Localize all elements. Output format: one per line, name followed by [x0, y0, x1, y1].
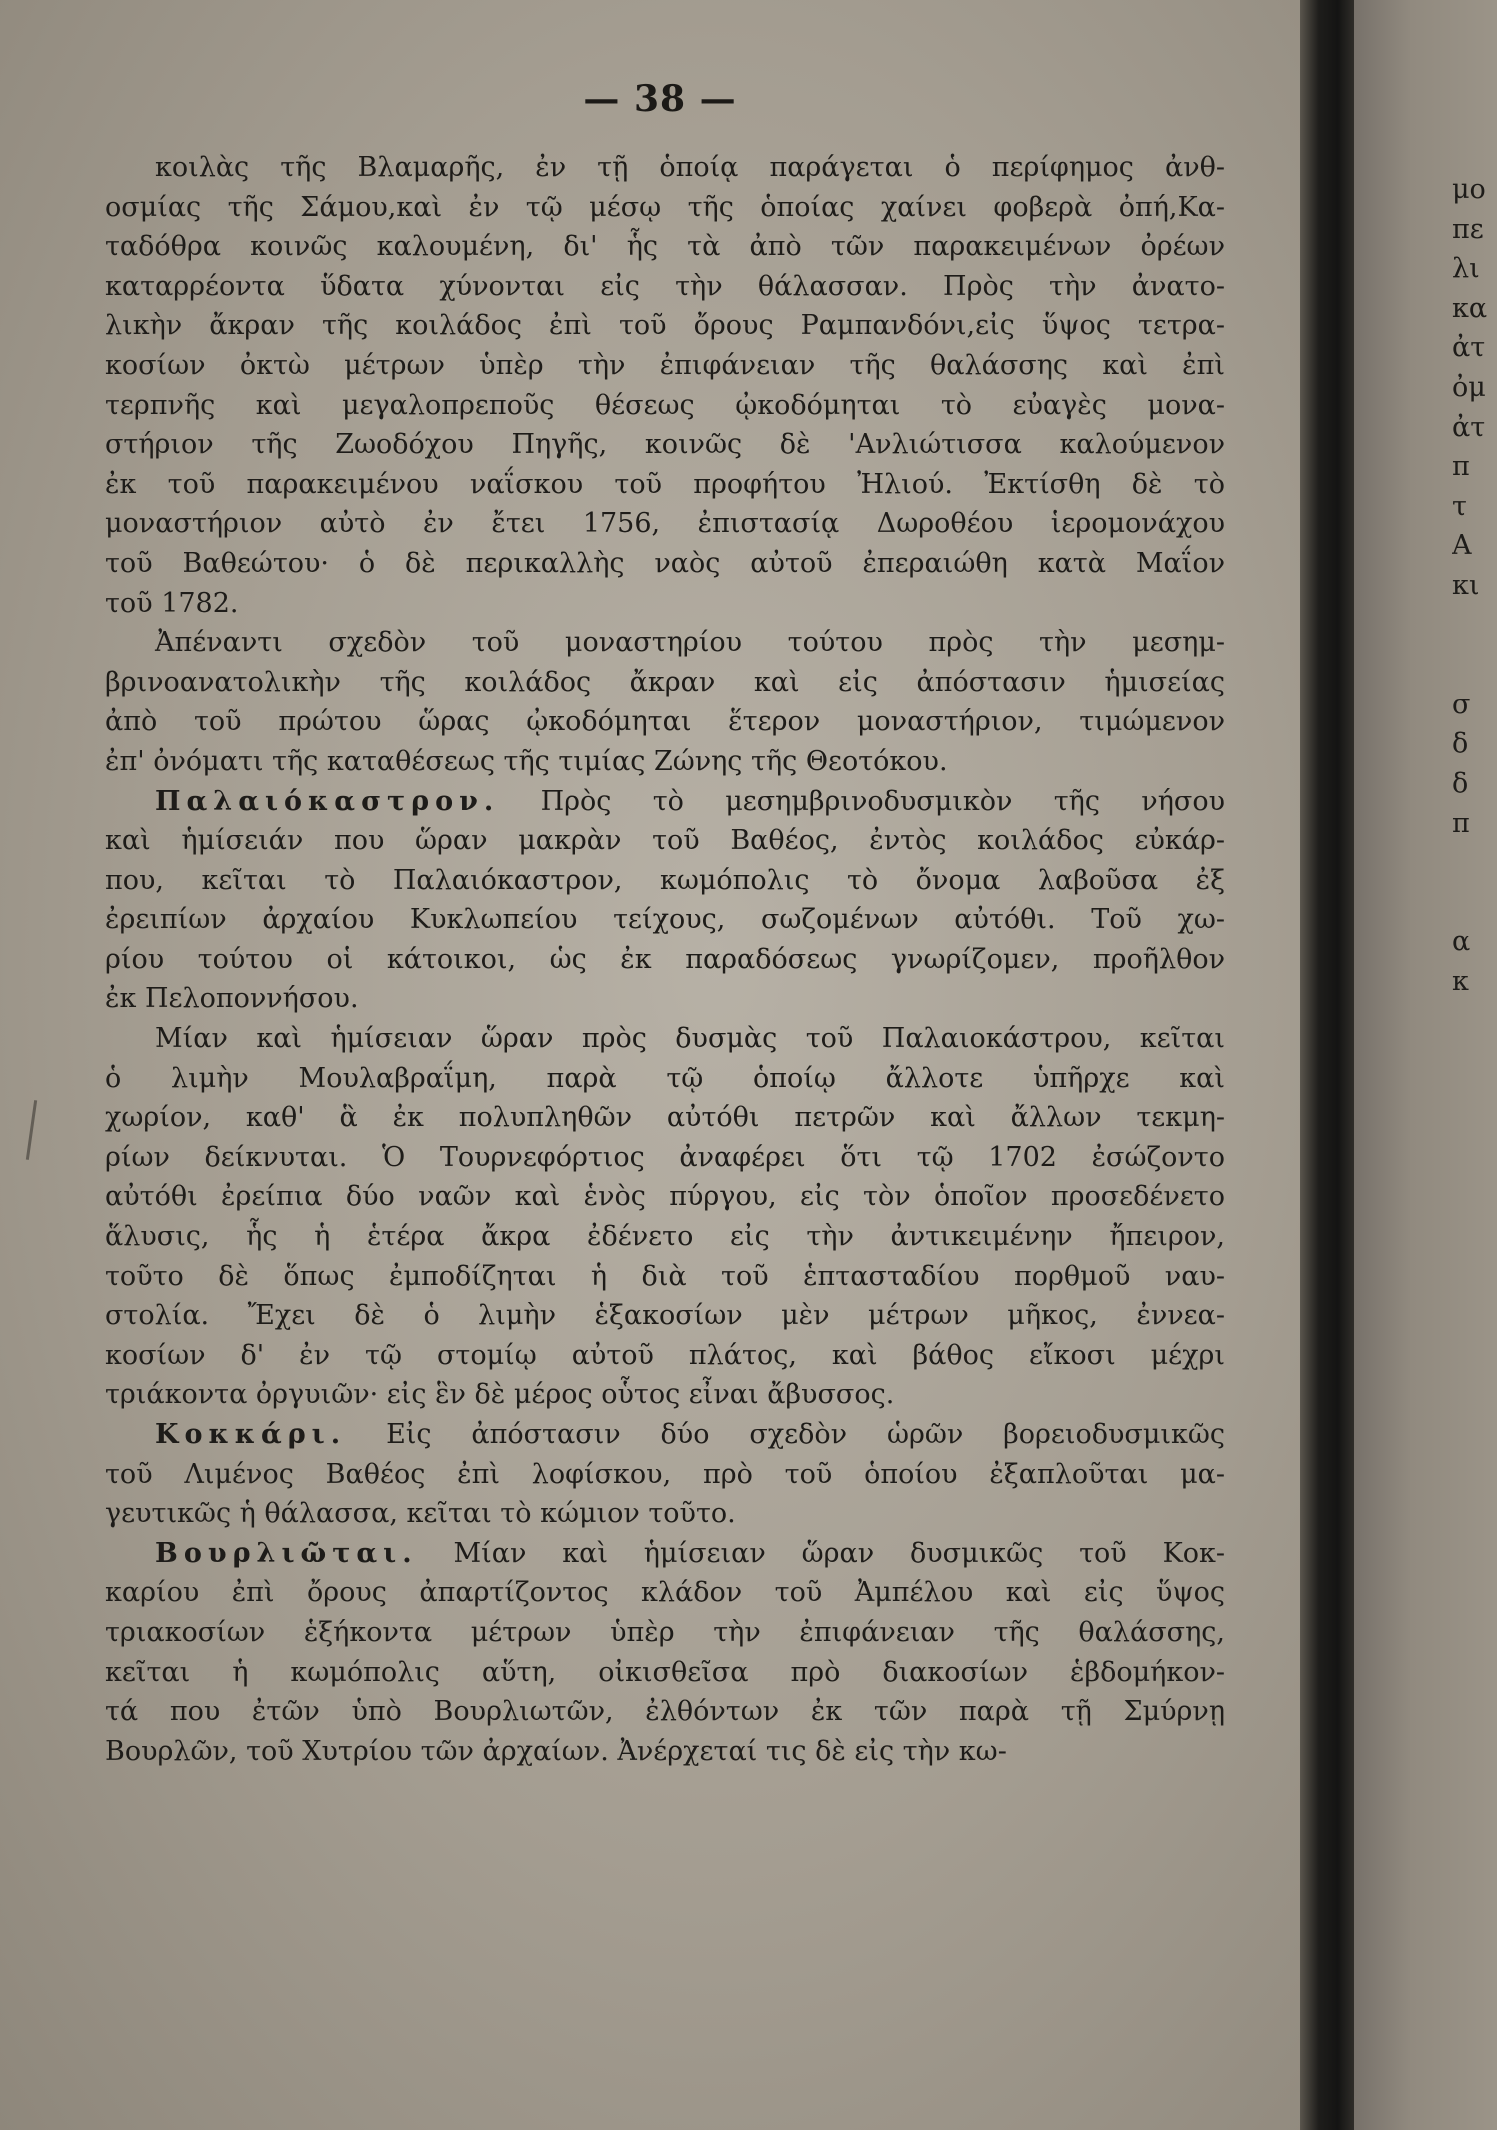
text-line — [105, 425, 1225, 465]
facing-line-fragment: α — [1452, 926, 1471, 958]
line-text: βρινοανατολικὴν τῆς κοιλάδος ἄκραν καὶ εἰς ἀπόστασιν ἡμισείας — [105, 666, 1225, 698]
line-text: κοιλὰς τῆς Βλαμαρῆς, ἐν τῇ ὁποίᾳ παράγεται ὁ περίφημος ἀνθ- — [155, 152, 1225, 183]
text-line — [105, 386, 1225, 426]
line-text: τριακοσίων ἑξήκοντα μέτρων ὑπὲρ τὴν ἐπιφάνειαν τῆς θαλάσσης, — [105, 1616, 1225, 1648]
facing-line-fragment: ὀμ — [1452, 371, 1486, 403]
facing-line-fragment: μο — [1452, 174, 1486, 205]
line-text: καταρρέοντα ὕδατα χύνονται εἰς τὴν θάλασσαν. Πρὸς τὴν ἀνατο- — [105, 270, 1225, 302]
text-line — [105, 1257, 1225, 1297]
text-line — [105, 1217, 1225, 1257]
line-text: ἐρειπίων ἀρχαίου Κυκλωπείου τείχους, σωζομένων αὐτόθι. Τοῦ χω- — [105, 904, 1225, 936]
line-text: τοῦ Λιμένος Βαθέος ἐπὶ λοφίσκου, πρὸ τοῦ ὁποίου ἐξαπλοῦται μα- — [105, 1458, 1225, 1490]
book-gutter — [1300, 0, 1354, 2130]
text-line — [105, 1375, 1225, 1415]
line-text: ἐκ τοῦ παρακειμένου ναΐσκου τοῦ προφήτου Ἠλιού. Ἐκτίσθη δὲ τὸ — [105, 468, 1225, 500]
line-text: Μίαν καὶ ἡμίσειαν ὥραν πρὸς δυσμὰς τοῦ Παλαιοκάστρου, κεῖται — [155, 1023, 1225, 1055]
section-heading: Κοκκάρι. — [155, 1419, 347, 1450]
text-line — [105, 979, 1225, 1019]
facing-line-fragment: δ — [1452, 767, 1469, 799]
line-text: ὁ λιμὴν Μουλαβραΐμη, παρὰ τῷ ὁποίῳ ἄλλοτε ὑπῆρχε καὶ — [105, 1062, 1225, 1094]
facing-line-fragment: π — [1452, 451, 1470, 483]
facing-line-fragment: Α — [1452, 530, 1472, 562]
text-line — [105, 782, 1225, 822]
text-line — [105, 1732, 1225, 1772]
line-text: ἐκ Πελοποννήσου. — [105, 983, 359, 1015]
text-line — [105, 1019, 1225, 1059]
text-line — [105, 267, 1225, 307]
line-text: Πρὸς τὸ μεσημβρινοδυσμικὸν τῆς νήσου — [540, 785, 1225, 817]
text-line — [105, 584, 1225, 624]
facing-line-fragment: κ — [1452, 965, 1469, 997]
text-line — [105, 1613, 1225, 1653]
line-text: στολία. Ἔχει δὲ ὁ λιμὴν ἑξακοσίων μὲν μέτρων μῆκος, ἐννεα- — [105, 1300, 1225, 1332]
text-line — [105, 861, 1225, 901]
line-text: τοῦτο δὲ ὅπως ἐμποδίζηται ἡ διὰ τοῦ ἑπτασταδίου πορθμοῦ ναυ- — [105, 1260, 1225, 1292]
line-text: ρίων δείκνυται. Ὁ Τουρνεφόρτιος ἀναφέρει ὅτι τῷ 1702 ἐσώζοντο — [105, 1141, 1225, 1173]
facing-line-fragment: π — [1452, 807, 1470, 839]
line-text: ταδόθρα κοινῶς καλουμένη, δι' ἧς τὰ ἀπὸ τῶν παρακειμένων ὀρέων — [105, 231, 1225, 263]
page-body-text — [105, 148, 1225, 1771]
line-text: γευτικῶς ἡ θάλασσα, κεῖται τὸ κώμιον τοῦτο. — [105, 1498, 736, 1530]
line-text: μοναστήριον αὐτὸ ἐν ἔτει 1756, ἐπιστασίᾳ Δωροθέου ἱερομονάχου — [105, 508, 1225, 540]
facing-line-fragment: κα — [1452, 292, 1488, 324]
text-line — [105, 1534, 1225, 1574]
text-line — [105, 1138, 1225, 1178]
text-line — [105, 1059, 1225, 1099]
text-line — [105, 1336, 1225, 1376]
text-line — [105, 1415, 1225, 1455]
facing-line-fragment: λι — [1452, 253, 1480, 285]
line-text: χωρίον, καθ' ἃ ἐκ πολυπληθῶν αὐτόθι πετρῶν καὶ ἄλλων τεκμη- — [105, 1102, 1225, 1134]
facing-line-fragment — [1452, 843, 1497, 883]
facing-line-fragment: τ — [1452, 490, 1467, 522]
text-line — [105, 1098, 1225, 1138]
line-text: ρίου τούτου οἱ κάτοικοι, ὡς ἐκ παραδόσεως γνωρίζομεν, προῆλθον — [105, 943, 1225, 975]
line-text: οσμίας τῆς Σάμου,καὶ ἐν τῷ μέσῳ τῆς ὁποίας χαίνει φοβερὰ ὀπή,Κα- — [105, 191, 1225, 223]
line-text: καὶ ἡμίσειάν που ὥραν μακρὰν τοῦ Βαθέος, ἐντὸς κοιλάδος εὐκάρ- — [105, 825, 1225, 857]
facing-line-fragment: ἀτ — [1452, 332, 1486, 364]
text-line — [105, 900, 1225, 940]
section-heading: Παλαιόκαστρον. — [155, 785, 500, 817]
text-line — [105, 663, 1225, 703]
text-line — [105, 742, 1225, 782]
line-text: ἐπ' ὀνόματι τῆς καταθέσεως τῆς τιμίας Ζώνης τῆς Θεοτόκου. — [105, 745, 948, 777]
text-line — [105, 1455, 1225, 1495]
line-text: τοῦ 1782. — [105, 587, 239, 619]
text-line — [105, 227, 1225, 267]
text-line — [105, 1653, 1225, 1693]
line-text: τριάκοντα ὀργυιῶν· εἰς ἓν δὲ μέρος οὗτος εἶναι ἄβυσσος. — [105, 1379, 895, 1411]
facing-line-fragment — [1452, 606, 1497, 646]
text-line — [105, 306, 1225, 346]
line-text: κεῖται ἡ κωμόπολις αὕτη, οἰκισθεῖσα πρὸ διακοσίων ἑβδομήκον- — [105, 1656, 1225, 1688]
text-line — [105, 1573, 1225, 1613]
facing-line-fragment: δ — [1452, 728, 1469, 760]
line-text: κοσίων ὀκτὼ μέτρων ὑπὲρ τὴν ἐπιφάνειαν τῆς θαλάσσης καὶ ἐπὶ — [105, 349, 1225, 381]
text-line — [105, 346, 1225, 386]
page-number: — 38 — — [583, 78, 737, 120]
line-text: αὐτόθι ἐρείπια δύο ναῶν καὶ ἑνὸς πύργου, εἰς τὸν ὁποῖον προσεδένετο — [105, 1181, 1225, 1213]
text-line — [105, 1177, 1225, 1217]
facing-page-text-fragments — [1452, 170, 1497, 1001]
facing-line-fragment: σ — [1452, 688, 1471, 720]
section-heading: Βουρλιῶται. — [155, 1537, 418, 1569]
text-line — [105, 504, 1225, 544]
line-text: Ἀπέναντι σχεδὸν τοῦ μοναστηρίου τούτου πρὸς τὴν μεσημ- — [155, 627, 1225, 659]
line-text: λικὴν ἄκραν τῆς κοιλάδος ἐπὶ τοῦ ὄρους Ραμπανδόνι,εἰς ὕψος τετρα- — [105, 310, 1225, 342]
facing-line-fragment: πε — [1452, 213, 1484, 245]
text-line — [105, 702, 1225, 742]
text-line — [105, 623, 1225, 663]
line-text: τερπνῆς καὶ μεγαλοπρεποῦς θέσεως ᾠκοδόμηται τὸ εὐαγὲς μονα- — [105, 389, 1225, 421]
line-text: Μίαν καὶ ἡμίσειαν ὥραν δυσμικῶς τοῦ Κοκ- — [453, 1537, 1225, 1569]
facing-line-fragment — [1452, 645, 1497, 685]
line-text: τά που ἐτῶν ὑπὸ Βουρλιωτῶν, ἐλθόντων ἐκ τῶν παρὰ τῇ Σμύρνῃ — [105, 1696, 1225, 1728]
text-line — [105, 940, 1225, 980]
text-line — [105, 188, 1225, 228]
text-line — [105, 1494, 1225, 1534]
text-line — [105, 465, 1225, 505]
text-line — [105, 1692, 1225, 1732]
line-text: τοῦ Βαθεώτου· ὁ δὲ περικαλλὴς ναὸς αὐτοῦ ἐπεραιώθη κατὰ Μαΐον — [105, 547, 1225, 579]
text-line — [105, 148, 1225, 188]
facing-line-fragment: ἀτ — [1452, 411, 1486, 443]
line-text: Βουρλῶν, τοῦ Χυτρίου τῶν ἀρχαίων. Ἀνέρχεταί τις δὲ εἰς τὴν κω- — [105, 1735, 1007, 1767]
line-text: κοσίων δ' ἐν τῷ στομίῳ αὐτοῦ πλάτος, καὶ βάθος εἴκοσι μέχρι — [105, 1339, 1225, 1371]
line-text: ἀπὸ τοῦ πρώτου ὥρας ᾠκοδόμηται ἕτερον μοναστήριον, τιμώμενον — [105, 706, 1225, 738]
text-line — [105, 1296, 1225, 1336]
line-text: ἅλυσις, ἧς ἡ ἑτέρα ἄκρα ἐδένετο εἰς τὴν ἀντικειμένην ἤπειρον, — [105, 1221, 1225, 1253]
text-line — [105, 821, 1225, 861]
line-text: Εἰς ἀπόστασιν δύο σχεδὸν ὡρῶν βορειοδυσμικῶς — [386, 1419, 1225, 1450]
line-text: στήριον τῆς Ζωοδόχου Πηγῆς, κοινῶς δὲ 'Ανλιώτισσα καλούμενον — [105, 429, 1225, 461]
line-text: που, κεῖται τὸ Παλαιόκαστρον, κωμόπολις τὸ ὄνομα λαβοῦσα ἐξ — [105, 864, 1225, 896]
text-line — [105, 544, 1225, 584]
facing-line-fragment — [1452, 883, 1497, 923]
line-text: καρίου ἐπὶ ὄρους ἀπαρτίζοντος κλάδον τοῦ Ἀμπέλου καὶ εἰς ὕψος — [105, 1577, 1225, 1609]
facing-line-fragment: κι — [1452, 569, 1480, 601]
